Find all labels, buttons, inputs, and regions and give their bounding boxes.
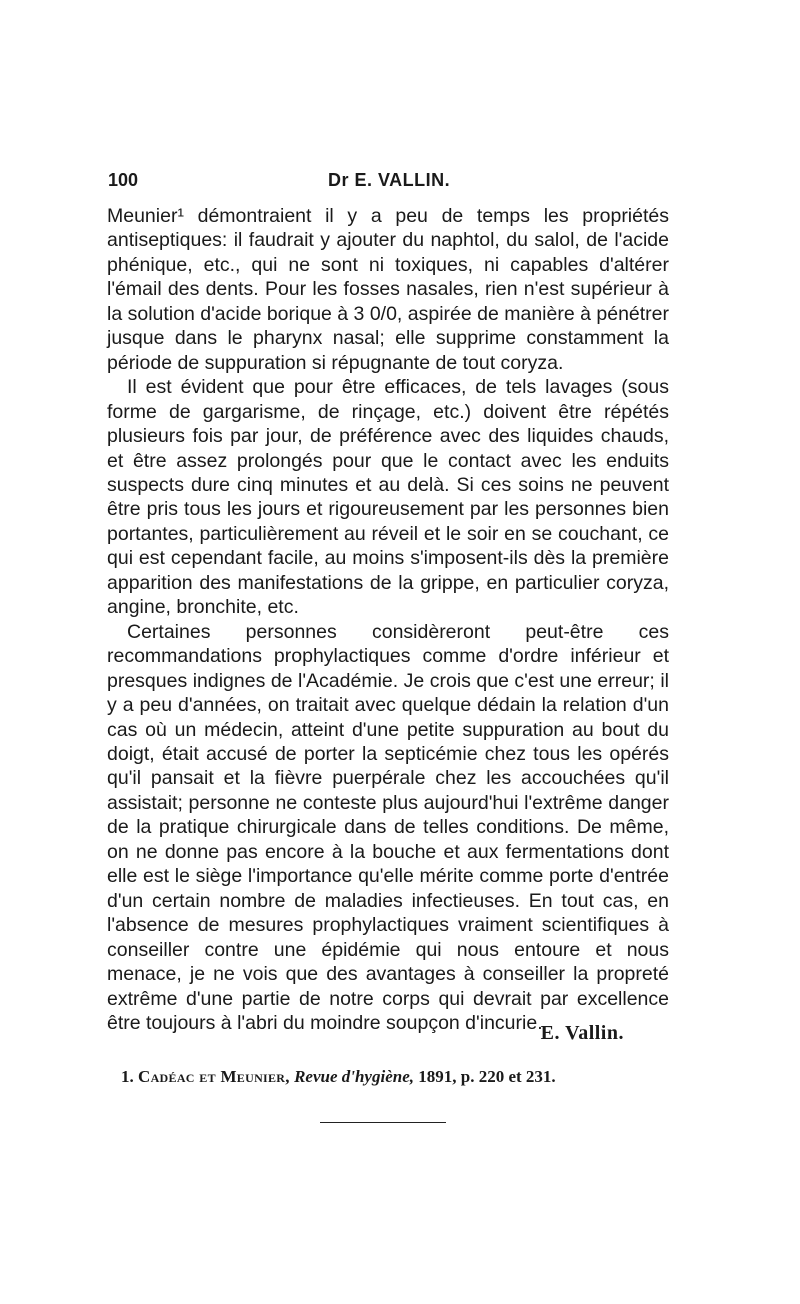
paragraph-recommandations: Certaines personnes considèreront peut-être ces recommandations prophylactiques comme d'ordre inférieur et presques indignes de l'Académie. Je crois que c'est une erreur; il y a peu d'années, on traitait avec quelque dédain la relation d'un cas où un médecin, atteint d'une petite suppuration au bout du doigt, était accusé de porter la septicémie chez tous les opérés qu'il pansait et la fièvre puerpérale chez les accouchées qu'il assistait; personne ne conteste plus aujourd'hui l'extrême danger de la pratique chirurgicale dans de telles conditions. De même, on ne donne pas encore à la bouche et aux fermentations dont elle est le siège l'importance qu'elle mérite comme porte d'entrée d'un certain nombre de maladies infectieuses. En tout cas, en l'absence de mesures prophylactiques vraiment scientifiques à conseiller contre une épidémie qui nous entoure et nous menace, je ne vois que des avantages à conseiller la propreté extrême d'une partie de notre corps qui devrait par excellence être toujours à l'abri du moindre soupçon d'incurie. (107, 620, 669, 1034)
footnote-marker: 1. (121, 1067, 134, 1086)
footnote-journal: Revue d'hygiène, (294, 1067, 414, 1086)
closing-rule (320, 1122, 446, 1123)
running-head: Dr E. VALLIN. (328, 170, 451, 190)
author-signature: E. Vallin. (540, 1022, 624, 1044)
page-header (108, 170, 672, 200)
body-text (107, 204, 669, 1035)
footnote-authors: Cadéac et Meunier, (138, 1067, 290, 1086)
footnote-details: 1891, p. 220 et 231. (418, 1067, 556, 1086)
paragraph-lavages: Il est évident que pour être efficaces, de tels lavages (sous forme de gargarisme, de rinçage, etc.) doivent être répétés plusieurs fois par jour, de préférence avec des liquides chauds, et être assez prolongés pour que le contact avec les enduits suspects dure cinq minutes et au delà. Si ces soins ne peuvent être pris tous les jours et rigoureusement par les personnes bien portantes, particulièrement au réveil et le soir en se couchant, ce qui est cependant facile, au moins s'imposent-ils dès la première apparition des manifestations de la grippe, en particulier coryza, angine, bronchite, etc. (107, 376, 669, 619)
paragraph-continued: Meunier¹ démontraient il y a peu de temps les propriétés antiseptiques: il faudrait y ajouter du naphtol, du salol, de l'acide phénique, etc., qui ne sont ni toxiques, ni capables d'altérer l'émail des dents. Pour les fosses nasales, rien n'est supérieur à la solution d'acide borique à 3 0/0, aspirée de manière à pénétrer jusque dans le pharynx nasal; elle supprime constamment la période de suppuration si répugnante de tout coryza. (107, 205, 670, 374)
footnote (121, 1067, 681, 1087)
page-number: 100 (108, 170, 139, 190)
